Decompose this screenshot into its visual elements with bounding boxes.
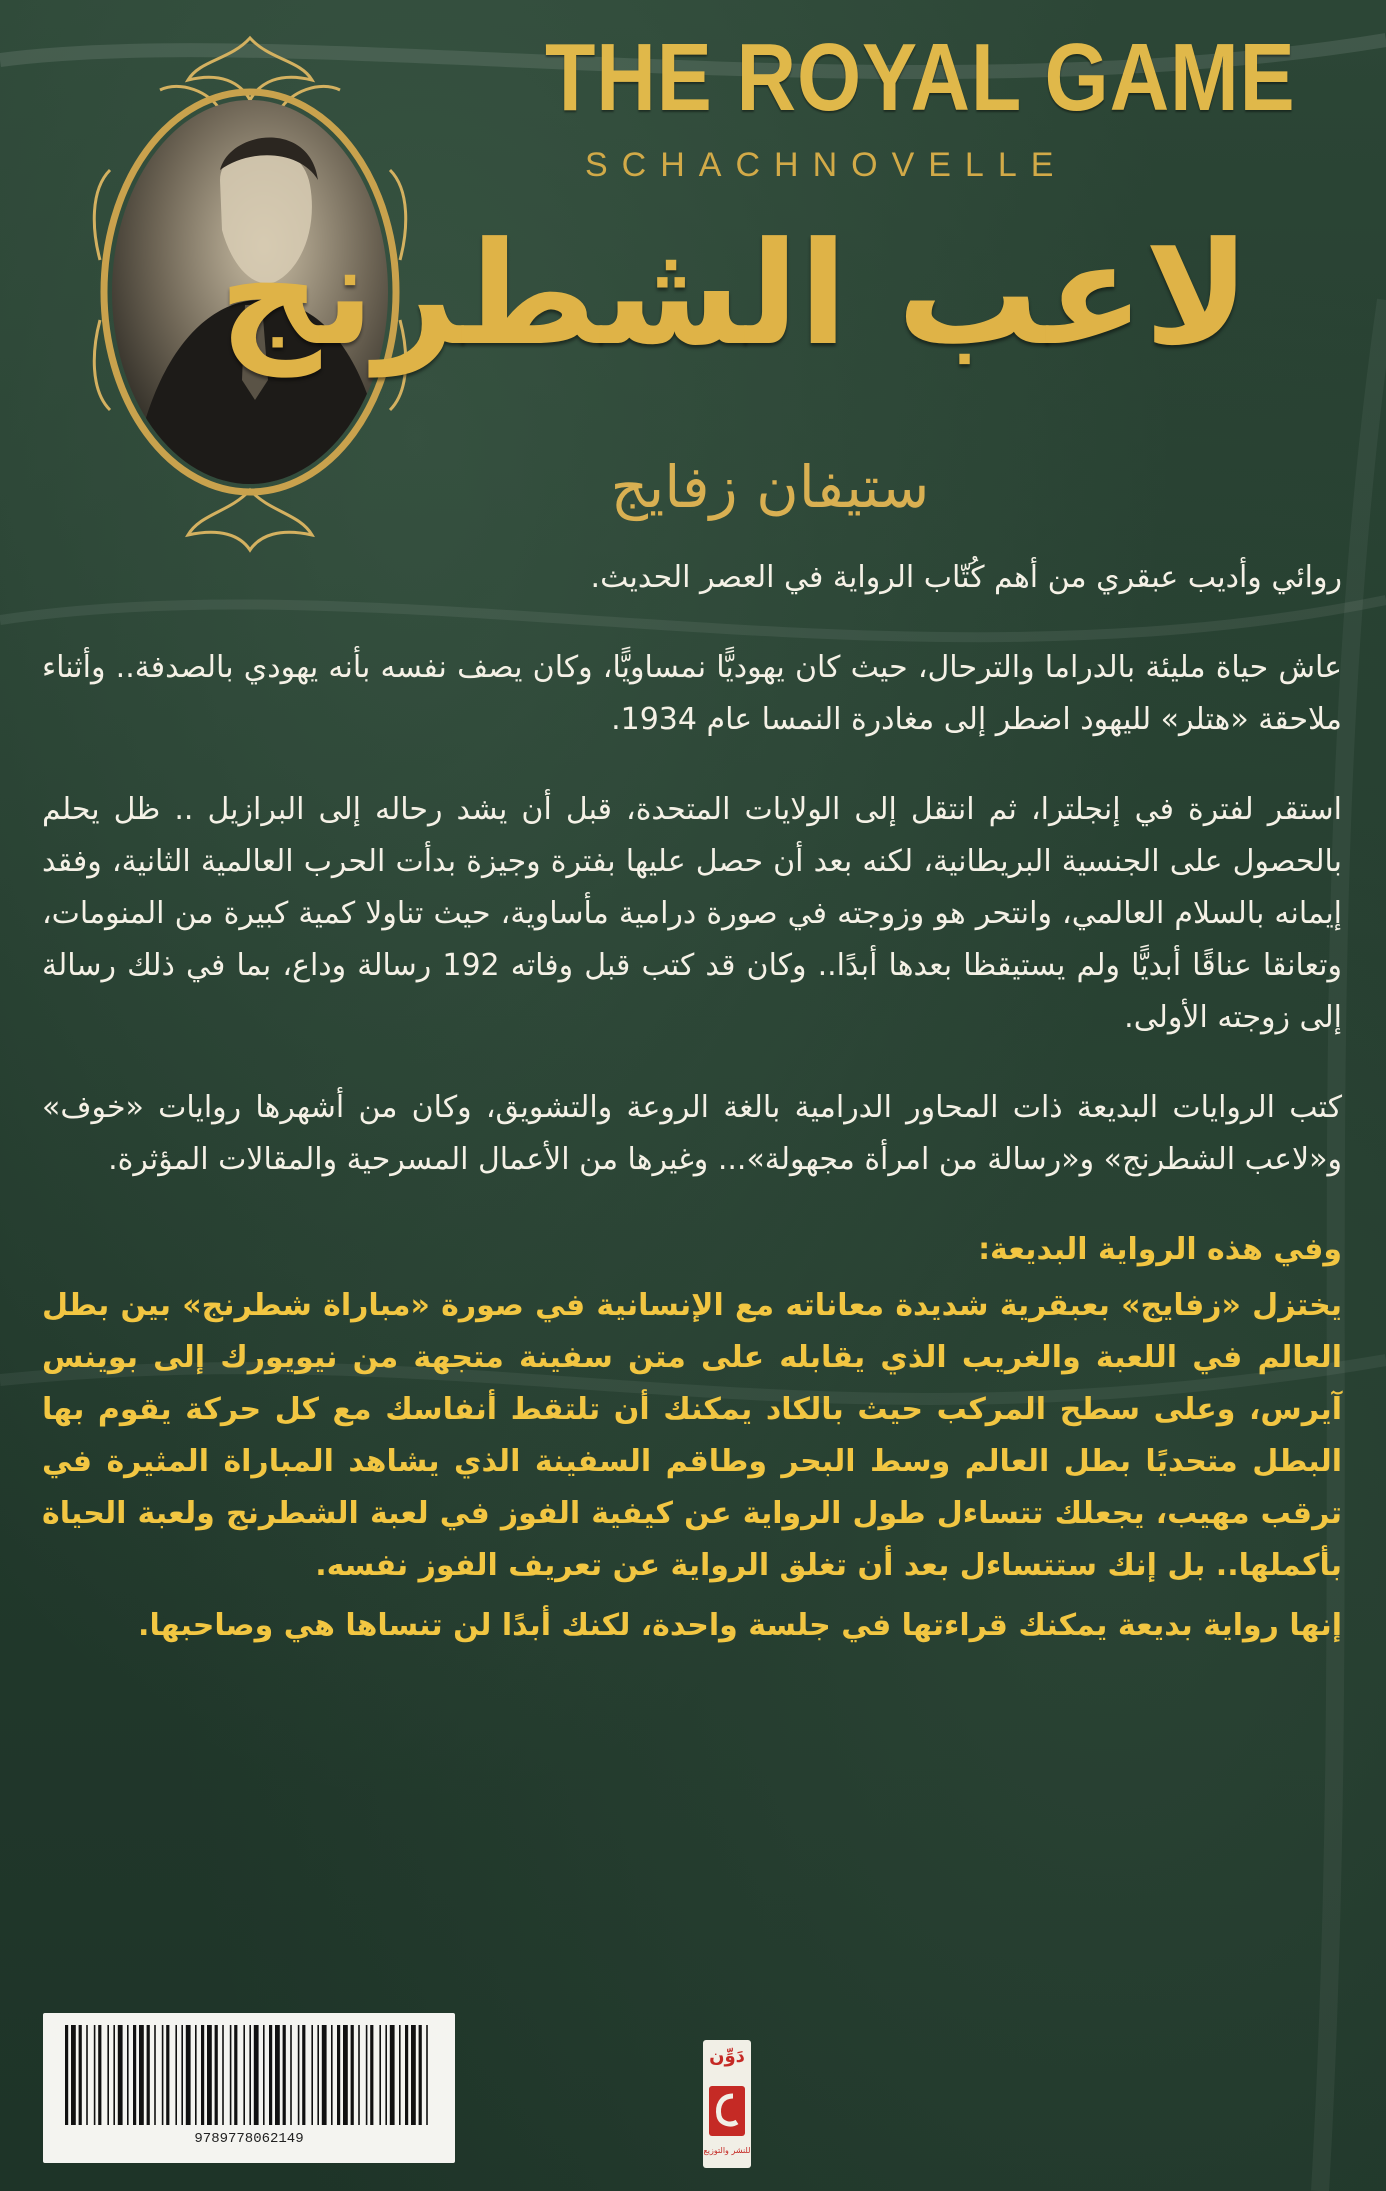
blurb-paragraph-2: عاش حياة مليئة بالدراما والترحال، حيث كان يهوديًّا نمساويًّا، وكان يصف نفسه بأنه يهودي بالصدفة.. وأثناء ملاحقة «هتلر» لليهود اضطر إلى مغادرة النمسا عام 1934. <box>42 650 1342 737</box>
barcode-bars <box>61 2025 437 2125</box>
barcode-bar <box>317 2025 319 2125</box>
barcode-bar <box>399 2025 401 2125</box>
barcode-bar <box>411 2025 416 2125</box>
barcode-bar <box>405 2025 408 2125</box>
barcode-bar <box>201 2025 204 2125</box>
barcode-bar <box>234 2025 237 2125</box>
publisher-name: دَوِّن <box>709 2046 745 2067</box>
barcode-bar <box>254 2025 259 2125</box>
barcode-bar <box>322 2025 327 2125</box>
isbn-number: 9789778062149 <box>194 2131 304 2147</box>
blurb-paragraph-6: إنها رواية بديعة يمكنك قراءتها في جلسة واحدة، لكنك أبدًا لن تنساها هي وصاحبها. <box>138 1608 1342 1643</box>
barcode-bar <box>379 2025 381 2125</box>
barcode-bar <box>175 2025 177 2125</box>
barcode-bar <box>230 2025 232 2125</box>
barcode-bar <box>207 2025 212 2125</box>
blurb-paragraph-1: روائي وأديب عبقري من أهم كُتّاب الرواية في العصر الحديث. <box>590 560 1342 595</box>
barcode-bar <box>147 2025 150 2125</box>
publisher-logo <box>703 2040 751 2168</box>
barcode-bar <box>385 2025 387 2125</box>
barcode-bar <box>343 2025 348 2125</box>
blurb-paragraph-3: استقر لفترة في إنجلترا، ثم انتقل إلى الولايات المتحدة، قبل أن يشد رحاله إلى البرازيل .. ظل يحلم بالحصول على الجنسية البريطانية، لكنه بعد أن حصل عليها بفترة وجيزة بدأت الحرب العالمية الثانية، وفقد إيمانه بالسلام العالمي، وانتحر هو وزوجته في صورة درامية مأساوية، حيث تناولا كمية كبيرة من المنومات، وتعانقا عناقًا أبديًّا ولم يستيقظا بعدها أبدًا.. وكان قد كتب قبل وفاته 192 رسالة وداع، بما في ذلك رسالة إلى زوجته الأولى. <box>42 792 1342 1035</box>
barcode-bar <box>71 2025 76 2125</box>
publisher-mark-icon <box>709 2086 745 2136</box>
barcode-bar <box>107 2025 109 2125</box>
blurb-paragraph-4: كتب الروايات البديعة ذات المحاور الدرامية بالغة الروعة والتشويق، وكان من أشهرها روايات «خوف» و«لاعب الشطرنج» و«رسالة من امرأة مجهولة»... وغيرها من الأعمال المسرحية والمقالات المؤثرة. <box>42 1090 1342 1177</box>
barcode-bar <box>133 2025 136 2125</box>
barcode-bar <box>113 2025 115 2125</box>
barcode-bar <box>186 2025 191 2125</box>
barcode-bar <box>139 2025 144 2125</box>
barcode-bar <box>166 2025 169 2125</box>
barcode-bar <box>98 2025 101 2125</box>
title-english: THE ROYAL GAME <box>545 24 1296 131</box>
barcode-bar <box>269 2025 272 2125</box>
title-arabic: لاعب الشطرنج <box>218 212 1250 377</box>
barcode-bar <box>337 2025 340 2125</box>
barcode-bar <box>283 2025 286 2125</box>
barcode-bar <box>215 2025 218 2125</box>
barcode-bar <box>302 2025 305 2125</box>
barcode-bar <box>331 2025 333 2125</box>
barcode-bar <box>222 2025 224 2125</box>
barcode-bar <box>263 2025 265 2125</box>
barcode-bar <box>275 2025 280 2125</box>
blurb-text <box>42 552 1342 1660</box>
barcode-bar <box>154 2025 156 2125</box>
subtitle-english: SCHACHNOVELLE <box>585 146 1068 184</box>
barcode-bar <box>358 2025 360 2125</box>
barcode-bar <box>65 2025 68 2125</box>
author-name: ستيفان زفايج <box>610 453 930 521</box>
barcode-bar <box>79 2025 82 2125</box>
barcode-bar <box>181 2025 183 2125</box>
barcode-bar <box>351 2025 354 2125</box>
barcode-bar <box>419 2025 422 2125</box>
barcode-bar <box>162 2025 164 2125</box>
barcode-bar <box>298 2025 300 2125</box>
barcode-bar <box>370 2025 373 2125</box>
blurb-heading: وفي هذه الرواية البديعة: <box>978 1232 1342 1267</box>
barcode-bar <box>290 2025 292 2125</box>
barcode-bar <box>249 2025 251 2125</box>
barcode-bar <box>366 2025 368 2125</box>
barcode-bar <box>118 2025 123 2125</box>
publisher-tagline: للنشر والتوزيع <box>703 2146 751 2155</box>
barcode-bar <box>127 2025 129 2125</box>
barcode-bar <box>390 2025 395 2125</box>
barcode-bar <box>195 2025 197 2125</box>
barcode <box>43 2013 455 2163</box>
barcode-bar <box>311 2025 313 2125</box>
barcode-bar <box>426 2025 428 2125</box>
barcode-bar <box>94 2025 96 2125</box>
barcode-bar <box>243 2025 245 2125</box>
barcode-bar <box>86 2025 88 2125</box>
blurb-paragraph-5: يختزل «زفايج» بعبقرية شديدة معاناته مع الإنسانية في صورة «مباراة شطرنج» بين بطل العالم في اللعبة والغريب الذي يقابله على متن سفينة متجهة من نيويورك إلى بوينس آيرس، وعلى سطح المركب حيث بالكاد يمكنك أن تلتقط أنفاسك مع كل حركة يقوم بها البطل متحديًا بطل العالم وسط البحر وطاقم السفينة الذي يشاهد المباراة المثيرة في ترقب مهيب، يجعلك تتساءل طول الرواية عن كيفية الفوز في لعبة الشطرنج ولعبة الحياة بأكملها.. بل إنك ستتساءل بعد أن تغلق الرواية عن تعريف الفوز نفسه. <box>42 1288 1342 1583</box>
